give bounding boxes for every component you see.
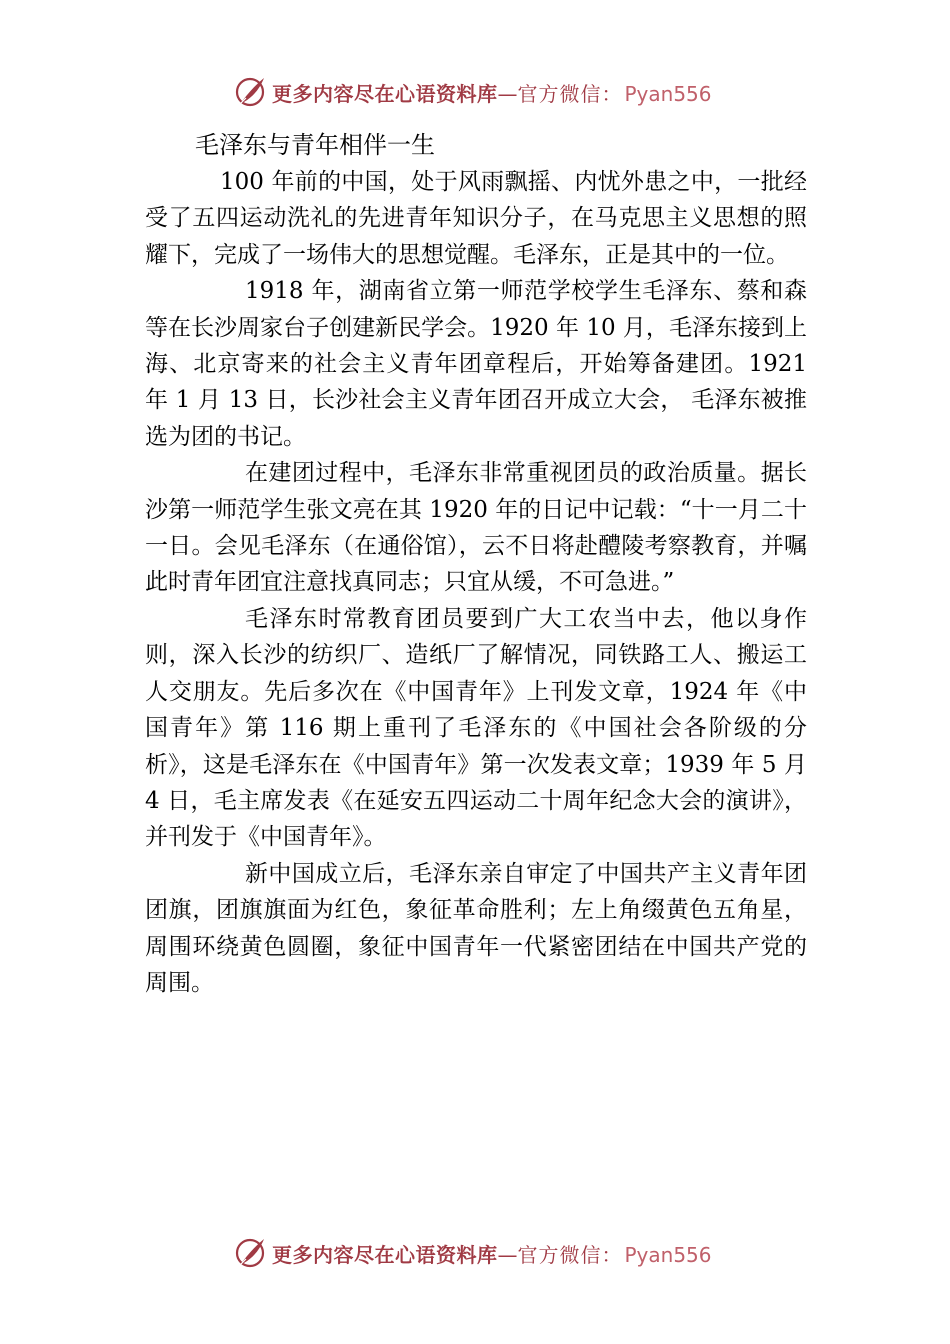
- watermark-account-label: 官方微信：: [517, 81, 623, 106]
- article: [145, 126, 807, 1001]
- watermark-account-id: Pyan556: [624, 1242, 712, 1267]
- watermark-account-label: 官方微信：: [517, 1242, 623, 1267]
- article-paragraph-4: 毛泽东时常教育团员要到广大工农当中去，他以身作则，深入长沙的纺织厂、造纸厂了解情况，同铁路工人、搬运工人交朋友。先后多次在《中国青年》上刊发文章，1924 年《中国青年》第 116 期上重刊了毛泽东的《中国社会各阶级的分析》，这是毛泽东在《中国青年》第一次发表文章；1939 年 5 月 4 日，毛主席发表《在延安五四运动二十周年纪念大会的演讲》，并刊发于《中国青年》。: [145, 605, 807, 851]
- watermark-dash: —: [497, 1242, 518, 1267]
- article-paragraph-3: 在建团过程中，毛泽东非常重视团员的政治质量。据长沙第一师范学生张文亮在其 1920 年的日记中记载：“十一月二十一日。会见毛泽东（在通俗馆），云不日将赴醴陵考察教育，并嘱此时青年团宜注意找真同志；只宜从缓，不可急进。”: [145, 460, 807, 596]
- article-paragraph-1: 100 年前的中国，处于风雨飘摇、内忧外患之中，一批经受了五四运动洗礼的先进青年知识分子，在马克思主义思想的照耀下，完成了一场伟大的思想觉醒。毛泽东，正是其中的一位。: [145, 169, 807, 268]
- article-title: 毛泽东与青年相伴一生: [195, 131, 435, 159]
- footer-watermark: [232, 1233, 752, 1273]
- quill-logo-icon: [232, 74, 268, 110]
- watermark-dash: —: [497, 81, 518, 106]
- watermark-text: [272, 1239, 712, 1268]
- watermark-site: 更多内容尽在心语资料库: [272, 81, 498, 106]
- header-watermark: [232, 72, 752, 112]
- watermark-site: 更多内容尽在心语资料库: [272, 1242, 498, 1267]
- article-paragraph-5: 新中国成立后，毛泽东亲自审定了中国共产主义青年团团旗，团旗旗面为红色，象征革命胜利；左上角缀黄色五角星，周围环绕黄色圆圈，象征中国青年一代紧密团结在中国共产党的周围。: [145, 860, 807, 996]
- quill-logo-icon: [232, 1235, 268, 1271]
- article-paragraph-2: 1918 年，湖南省立第一师范学校学生毛泽东、蔡和森等在长沙周家台子创建新民学会。1920 年 10 月，毛泽东接到上海、北京寄来的社会主义青年团章程后，开始筹备建团。1921 年 1 月 13 日，长沙社会主义青年团召开成立大会， 毛泽东被推选为团的书记。: [145, 278, 807, 450]
- watermark-account-id: Pyan556: [624, 81, 712, 106]
- watermark-text: [272, 78, 712, 107]
